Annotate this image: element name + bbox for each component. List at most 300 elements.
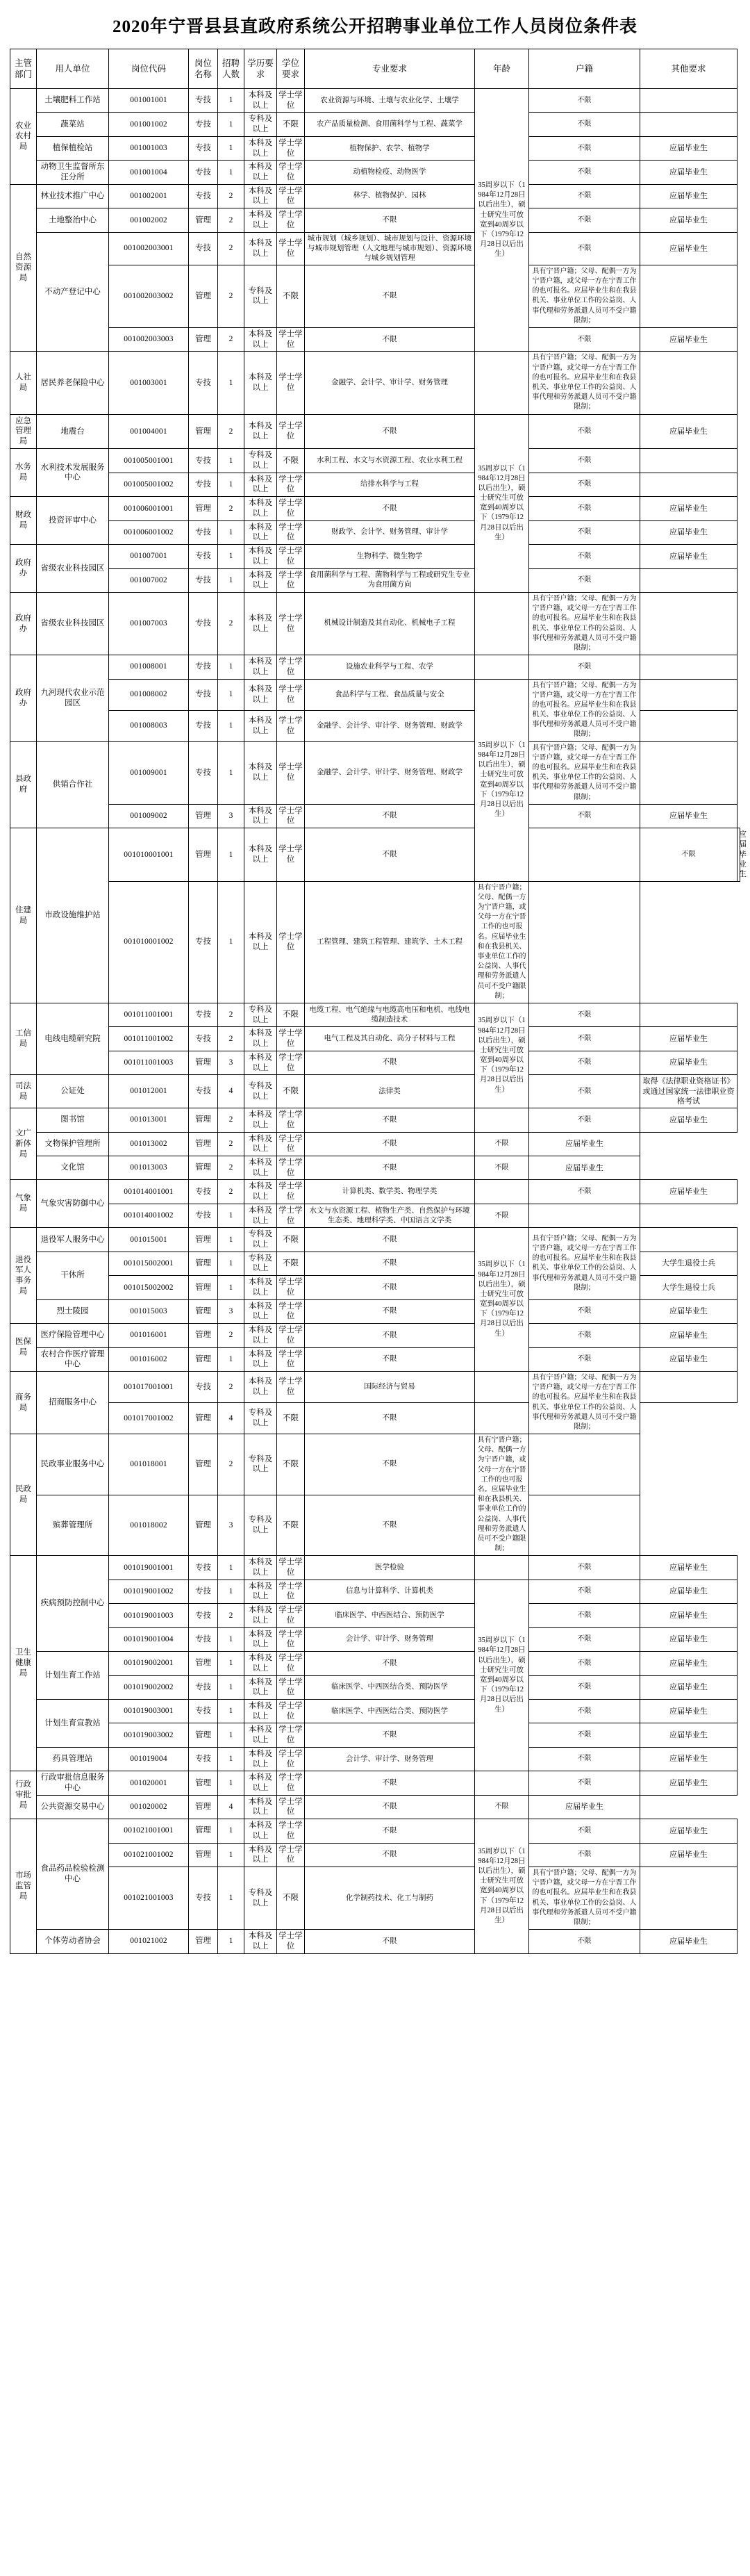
cell-major-requirement: 农产品质量检测、食用菌科学与工程、蔬菜学 <box>305 113 475 136</box>
cell-hukou-requirement: 不限 <box>475 1795 529 1819</box>
cell-degree: 学士学位 <box>277 1108 305 1132</box>
cell-headcount: 1 <box>218 473 244 496</box>
cell-education: 本科及以上 <box>244 520 277 544</box>
cell-position-code: 001007001 <box>109 545 189 568</box>
cell-headcount: 2 <box>218 1027 244 1051</box>
cell-position-code: 001019001004 <box>109 1627 189 1651</box>
cell-education: 本科及以上 <box>244 1204 277 1227</box>
cell-education: 本科及以上 <box>244 1347 277 1371</box>
cell-degree: 学士学位 <box>277 1580 305 1603</box>
cell-education: 专科及以上 <box>244 1252 277 1275</box>
cell-employer-unit: 农村合作医疗管理中心 <box>37 1347 109 1371</box>
cell-education: 本科及以上 <box>244 352 277 414</box>
table-row <box>10 1867 740 1930</box>
cell-employer-unit: 疾病预防控制中心 <box>37 1556 109 1652</box>
cell-education: 本科及以上 <box>244 804 277 828</box>
cell-position-code: 001011001002 <box>109 1027 189 1051</box>
table-row <box>10 1819 740 1843</box>
cell-position-name: 管理 <box>189 1324 218 1347</box>
cell-education: 本科及以上 <box>244 1627 277 1651</box>
cell-hukou-requirement: 不限 <box>529 568 640 592</box>
cell-education: 本科及以上 <box>244 710 277 741</box>
cell-position-code: 001009002 <box>109 804 189 828</box>
table-body <box>10 89 747 1954</box>
cell-age-requirement <box>475 1771 529 1795</box>
cell-other-requirement: 应届毕业生 <box>640 1819 738 1843</box>
cell-position-name: 专技 <box>189 520 218 544</box>
cell-other-requirement: 应届毕业生 <box>738 828 740 881</box>
cell-hukou-requirement: 不限 <box>529 1652 640 1675</box>
cell-position-code: 001007003 <box>109 592 189 655</box>
cell-employer-unit: 省级农业科技园区 <box>37 592 109 655</box>
cell-hukou-requirement: 不限 <box>529 414 640 449</box>
cell-other-requirement: 应届毕业生 <box>640 136 738 160</box>
cell-education: 本科及以上 <box>244 741 277 804</box>
cell-hukou-requirement: 不限 <box>529 1051 640 1074</box>
cell-major-requirement: 机械设计制造及其自动化、机械电子工程 <box>305 592 475 655</box>
cell-other-requirement <box>640 710 738 741</box>
cell-position-code: 001018001 <box>109 1434 189 1495</box>
cell-headcount: 1 <box>218 1819 244 1843</box>
cell-other-requirement: 应届毕业生 <box>640 520 738 544</box>
table-row <box>10 1723 740 1747</box>
cell-position-code: 001019002001 <box>109 1652 189 1675</box>
cell-position-name: 专技 <box>189 1180 218 1204</box>
cell-headcount: 1 <box>218 828 244 881</box>
cell-other-requirement: 应届毕业生 <box>640 1027 738 1051</box>
table-row <box>10 1347 740 1371</box>
cell-degree: 学士学位 <box>277 592 305 655</box>
cell-employer-unit: 植保植检站 <box>37 136 109 160</box>
cell-education: 本科及以上 <box>244 1819 277 1843</box>
cell-major-requirement: 不限 <box>305 1156 475 1180</box>
cell-position-name: 专技 <box>189 136 218 160</box>
cell-position-name: 专技 <box>189 161 218 184</box>
table-row <box>10 1699 740 1723</box>
cell-employer-unit: 图书馆 <box>37 1108 109 1132</box>
cell-position-code: 001019001002 <box>109 1580 189 1603</box>
cell-headcount: 1 <box>218 1228 244 1252</box>
cell-position-name: 管理 <box>189 1051 218 1074</box>
cell-degree: 学士学位 <box>277 1795 305 1819</box>
cell-major-requirement: 信息与计算科学、计算机类 <box>305 1580 475 1603</box>
cell-position-code: 001001002 <box>109 113 189 136</box>
cell-age-requirement: 35周岁以下（1984年12月28日以后出生），硕士研究生可放宽到40周岁以下（1979年12月28日以后出生） <box>475 1003 529 1108</box>
cell-major-requirement: 生物科学、微生物学 <box>305 545 475 568</box>
cell-education: 本科及以上 <box>244 1604 277 1627</box>
cell-headcount: 3 <box>218 804 244 828</box>
table-row <box>10 1604 740 1627</box>
table-row <box>10 568 740 592</box>
cell-degree: 学士学位 <box>277 655 305 679</box>
cell-other-requirement <box>640 113 738 136</box>
cell-employer-unit: 林业技术推广中心 <box>37 184 109 208</box>
cell-headcount: 3 <box>218 1299 244 1323</box>
cell-education: 本科及以上 <box>244 1299 277 1323</box>
cell-employer-unit: 不动产登记中心 <box>37 232 109 352</box>
cell-position-name: 管理 <box>189 828 218 881</box>
cell-major-requirement: 不限 <box>305 1276 475 1299</box>
cell-degree: 学士学位 <box>277 232 305 265</box>
cell-hukou-requirement: 不限 <box>529 655 640 679</box>
cell-position-name: 专技 <box>189 1204 218 1227</box>
cell-position-code: 001015002002 <box>109 1276 189 1299</box>
cell-other-requirement <box>640 449 738 473</box>
cell-age-requirement <box>475 1108 529 1132</box>
cell-position-code: 001010001002 <box>109 881 189 1003</box>
cell-headcount: 3 <box>218 1051 244 1074</box>
cell-education: 本科及以上 <box>244 1675 277 1699</box>
cell-position-name: 专技 <box>189 232 218 265</box>
cell-hukou-requirement: 不限 <box>529 520 640 544</box>
cell-education: 本科及以上 <box>244 89 277 113</box>
cell-position-code: 001015002001 <box>109 1252 189 1275</box>
cell-employer-unit: 个体劳动者协会 <box>37 1930 109 1953</box>
cell-major-requirement: 不限 <box>305 208 475 232</box>
cell-major-requirement: 法律类 <box>305 1075 475 1108</box>
table-header <box>10 49 740 89</box>
cell-degree: 不限 <box>277 1228 305 1252</box>
cell-employer-unit: 行政审批信息服务中心 <box>37 1771 109 1795</box>
cell-other-requirement: 应届毕业生 <box>640 1747 738 1771</box>
table-row <box>10 592 740 655</box>
cell-other-requirement: 应届毕业生 <box>640 1675 738 1699</box>
table-row <box>10 1324 740 1347</box>
cell-hukou-requirement: 不限 <box>529 327 640 351</box>
cell-other-requirement <box>529 1434 640 1495</box>
cell-major-requirement: 不限 <box>305 1795 475 1819</box>
cell-major-requirement: 不限 <box>305 1843 475 1867</box>
cell-major-requirement: 金融学、会计学、审计学、财务管理、财政学 <box>305 710 475 741</box>
cell-education: 本科及以上 <box>244 473 277 496</box>
cell-headcount: 4 <box>218 1795 244 1819</box>
cell-headcount: 1 <box>218 1723 244 1747</box>
column-header-education: 学历要求 <box>244 49 277 89</box>
table-row <box>10 1747 740 1771</box>
cell-hukou-requirement: 不限 <box>529 1747 640 1771</box>
cell-other-requirement: 应届毕业生 <box>529 1795 640 1819</box>
cell-other-requirement: 应届毕业生 <box>640 1604 738 1627</box>
cell-degree: 学士学位 <box>277 679 305 710</box>
cell-other-requirement: 应届毕业生 <box>640 1324 738 1347</box>
cell-degree: 学士学位 <box>277 1723 305 1747</box>
cell-major-requirement: 不限 <box>305 414 475 449</box>
cell-position-name: 管理 <box>189 1795 218 1819</box>
cell-degree: 学士学位 <box>277 1204 305 1227</box>
cell-headcount: 2 <box>218 1434 244 1495</box>
cell-department: 财政局 <box>10 497 37 545</box>
cell-hukou-requirement: 不限 <box>529 161 640 184</box>
cell-hukou-requirement: 不限 <box>529 1324 640 1347</box>
column-header-unit: 用人单位 <box>37 49 109 89</box>
cell-position-name: 专技 <box>189 1075 218 1108</box>
table-row <box>10 327 740 351</box>
cell-position-name: 专技 <box>189 1580 218 1603</box>
cell-hukou-requirement: 不限 <box>529 1627 640 1651</box>
cell-major-requirement: 不限 <box>305 1108 475 1132</box>
cell-hukou-requirement: 不限 <box>529 1771 640 1795</box>
cell-education: 本科及以上 <box>244 1930 277 1953</box>
table-row <box>10 265 740 327</box>
cell-other-requirement: 应届毕业生 <box>640 1699 738 1723</box>
cell-degree: 学士学位 <box>277 1675 305 1699</box>
cell-degree: 不限 <box>277 1252 305 1275</box>
cell-other-requirement: 应届毕业生 <box>640 1108 738 1132</box>
cell-employer-unit: 省级农业科技园区 <box>37 545 109 593</box>
cell-major-requirement: 不限 <box>305 1324 475 1347</box>
cell-major-requirement: 临床医学、中西医结合类、预防医学 <box>305 1675 475 1699</box>
table-row <box>10 1434 740 1495</box>
cell-education: 本科及以上 <box>244 1051 277 1074</box>
cell-position-name: 专技 <box>189 1747 218 1771</box>
cell-major-requirement: 会计学、审计学、财务管理 <box>305 1747 475 1771</box>
cell-degree: 学士学位 <box>277 89 305 113</box>
cell-headcount: 2 <box>218 327 244 351</box>
cell-major-requirement: 不限 <box>305 1347 475 1371</box>
cell-employer-unit: 公证处 <box>37 1075 109 1108</box>
cell-position-name: 管理 <box>189 327 218 351</box>
cell-hukou-requirement: 不限 <box>640 828 738 881</box>
cell-headcount: 1 <box>218 741 244 804</box>
cell-hukou-requirement: 具有宁晋户籍；父母、配偶一方为宁晋户籍，或父母一方在宁晋工作的也可报名。应届毕业生和在我县机关、事业单位工作的公益岗、人事代理和劳务派遣人员可不受户籍限制； <box>475 881 529 1003</box>
cell-position-code: 001020002 <box>109 1795 189 1819</box>
cell-department: 住建局 <box>10 828 37 1003</box>
cell-hukou-requirement: 不限 <box>529 1108 640 1132</box>
cell-employer-unit: 市政设施维护站 <box>37 828 109 1003</box>
cell-headcount: 1 <box>218 1204 244 1227</box>
cell-education: 本科及以上 <box>244 1843 277 1867</box>
cell-major-requirement: 不限 <box>305 804 475 828</box>
cell-headcount: 2 <box>218 497 244 520</box>
cell-hukou-requirement: 具有宁晋户籍；父母、配偶一方为宁晋户籍，或父母一方在宁晋工作的也可报名。应届毕业生和在我县机关、事业单位工作的公益岗、人事代理和劳务派遣人员可不受户籍限制； <box>529 1867 640 1930</box>
cell-other-requirement: 应届毕业生 <box>640 1580 738 1603</box>
table-row <box>10 89 740 113</box>
cell-education: 本科及以上 <box>244 545 277 568</box>
cell-other-requirement: 应届毕业生 <box>640 497 738 520</box>
cell-degree: 学士学位 <box>277 1371 305 1402</box>
cell-degree: 学士学位 <box>277 1276 305 1299</box>
cell-position-code: 001019001003 <box>109 1604 189 1627</box>
cell-employer-unit: 殡葬管理所 <box>37 1495 109 1556</box>
cell-major-requirement: 设施农业科学与工程、农学 <box>305 655 475 679</box>
cell-education: 本科及以上 <box>244 568 277 592</box>
cell-education: 专科及以上 <box>244 265 277 327</box>
cell-hukou-requirement: 不限 <box>529 449 640 473</box>
cell-position-code: 001020001 <box>109 1771 189 1795</box>
cell-headcount: 2 <box>218 1132 244 1156</box>
cell-age-requirement <box>475 1371 529 1402</box>
cell-department: 县政府 <box>10 741 37 828</box>
table-row <box>10 679 740 710</box>
cell-headcount: 1 <box>218 1252 244 1275</box>
cell-position-name: 管理 <box>189 1930 218 1953</box>
cell-other-requirement: 应届毕业生 <box>640 1347 738 1371</box>
table-row <box>10 1075 740 1108</box>
cell-position-name: 专技 <box>189 89 218 113</box>
cell-major-requirement: 城市规划（城乡规划）、城市规划与设计、资源环境与城市规划管理（人文地理与城市规划）、资源环境与城乡规划管理 <box>305 232 475 265</box>
cell-headcount: 2 <box>218 1180 244 1204</box>
column-header-age: 年龄 <box>475 49 529 89</box>
table-row <box>10 208 740 232</box>
cell-age-requirement: 35周岁以下（1984年12月28日以后出生），硕士研究生可放宽到40周岁以下（1979年12月28日以后出生） <box>475 1580 529 1771</box>
cell-position-name: 专技 <box>189 1699 218 1723</box>
cell-education: 本科及以上 <box>244 1580 277 1603</box>
cell-major-requirement: 不限 <box>305 1403 475 1434</box>
cell-hukou-requirement: 不限 <box>529 1843 640 1867</box>
table-row <box>10 1108 740 1132</box>
cell-employer-unit: 投资评审中心 <box>37 497 109 545</box>
cell-department: 自然资源局 <box>10 184 37 352</box>
cell-department: 司法局 <box>10 1075 37 1108</box>
cell-department: 政府办 <box>10 545 37 593</box>
cell-degree: 学士学位 <box>277 1556 305 1580</box>
cell-hukou-requirement: 不限 <box>529 1699 640 1723</box>
cell-major-requirement: 医学检验 <box>305 1556 475 1580</box>
table-row <box>10 655 740 679</box>
cell-position-name: 管理 <box>189 1156 218 1180</box>
cell-degree: 学士学位 <box>277 1299 305 1323</box>
table-row <box>10 1132 740 1156</box>
cell-other-requirement <box>640 89 738 113</box>
cell-education: 本科及以上 <box>244 1276 277 1299</box>
cell-headcount: 2 <box>218 1604 244 1627</box>
cell-headcount: 1 <box>218 352 244 414</box>
cell-major-requirement: 计算机类、数学类、物理学类 <box>305 1180 475 1204</box>
cell-hukou-requirement: 不限 <box>529 1003 640 1026</box>
cell-other-requirement: 应届毕业生 <box>640 1299 738 1323</box>
cell-position-code: 001019003001 <box>109 1699 189 1723</box>
cell-employer-unit: 蔬菜站 <box>37 113 109 136</box>
cell-headcount: 2 <box>218 232 244 265</box>
cell-position-code: 001002003002 <box>109 265 189 327</box>
cell-position-code: 001011001001 <box>109 1003 189 1026</box>
cell-position-code: 001021001003 <box>109 1867 189 1930</box>
cell-employer-unit: 食品药品检验检测中心 <box>37 1819 109 1930</box>
cell-education: 本科及以上 <box>244 1132 277 1156</box>
cell-education: 本科及以上 <box>244 1027 277 1051</box>
cell-position-code: 001002003001 <box>109 232 189 265</box>
cell-position-name: 专技 <box>189 568 218 592</box>
cell-major-requirement: 电气工程及其自动化、高分子材料与工程 <box>305 1027 475 1051</box>
cell-education: 专科及以上 <box>244 1403 277 1434</box>
cell-major-requirement: 化学制药技术、化工与制药 <box>305 1867 475 1930</box>
cell-age-requirement <box>475 352 529 414</box>
cell-other-requirement: 应届毕业生 <box>640 1627 738 1651</box>
cell-education: 本科及以上 <box>244 1747 277 1771</box>
cell-employer-unit: 居民养老保险中心 <box>37 352 109 414</box>
cell-major-requirement: 不限 <box>305 1819 475 1843</box>
cell-hukou-requirement: 不限 <box>529 804 640 828</box>
cell-position-code: 001013001 <box>109 1108 189 1132</box>
cell-degree: 学士学位 <box>277 184 305 208</box>
table-row <box>10 1556 740 1580</box>
table-row <box>10 1299 740 1323</box>
cell-major-requirement: 水文与水资源工程、植物生产类、自然保护与环境生态类、地理科学类、中国语言文学类 <box>305 1204 475 1227</box>
cell-employer-unit: 土地整治中心 <box>37 208 109 232</box>
cell-major-requirement: 不限 <box>305 497 475 520</box>
cell-hukou-requirement: 不限 <box>475 1132 529 1156</box>
cell-department: 水务局 <box>10 449 37 497</box>
cell-age-requirement <box>529 828 640 881</box>
cell-position-name: 专技 <box>189 1627 218 1651</box>
cell-degree: 学士学位 <box>277 828 305 881</box>
cell-headcount: 4 <box>218 1075 244 1108</box>
cell-position-code: 001011001003 <box>109 1051 189 1074</box>
cell-hukou-requirement: 具有宁晋户籍；父母、配偶一方为宁晋户籍，或父母一方在宁晋工作的也可报名。应届毕业生和在我县机关、事业单位工作的公益岗、人事代理和劳务派遣人员可不受户籍限制； <box>529 592 640 655</box>
cell-other-requirement <box>529 1204 640 1227</box>
cell-position-name: 管理 <box>189 1347 218 1371</box>
cell-position-code: 001001001 <box>109 89 189 113</box>
cell-department: 行政审批局 <box>10 1771 37 1819</box>
cell-education: 专科及以上 <box>244 1228 277 1252</box>
cell-major-requirement: 给排水科学与工程 <box>305 473 475 496</box>
cell-degree: 学士学位 <box>277 1051 305 1074</box>
cell-hukou-requirement: 具有宁晋户籍；父母、配偶一方为宁晋户籍，或父母一方在宁晋工作的也可报名。应届毕业生和在我县机关、事业单位工作的公益岗、人事代理和劳务派遣人员可不受户籍限制； <box>529 352 640 414</box>
cell-position-code: 001004001 <box>109 414 189 449</box>
cell-education: 本科及以上 <box>244 414 277 449</box>
table-row <box>10 352 740 414</box>
table-row <box>10 1795 740 1819</box>
cell-degree: 学士学位 <box>277 414 305 449</box>
cell-position-name: 管理 <box>189 1299 218 1323</box>
cell-degree: 学士学位 <box>277 352 305 414</box>
cell-hukou-requirement: 不限 <box>529 1675 640 1699</box>
cell-position-code: 001016001 <box>109 1324 189 1347</box>
cell-position-name: 专技 <box>189 449 218 473</box>
cell-degree: 学士学位 <box>277 1699 305 1723</box>
cell-headcount: 2 <box>218 184 244 208</box>
column-header-degree: 学位要求 <box>277 49 305 89</box>
cell-position-name: 管理 <box>189 1843 218 1867</box>
cell-position-name: 管理 <box>189 1495 218 1556</box>
cell-department: 气象局 <box>10 1180 37 1228</box>
table-row <box>10 1180 740 1204</box>
cell-degree: 不限 <box>277 1434 305 1495</box>
cell-position-code: 001010001001 <box>109 828 189 881</box>
cell-hukou-requirement: 不限 <box>529 232 640 265</box>
table-row <box>10 497 740 520</box>
cell-headcount: 1 <box>218 1843 244 1867</box>
table-row <box>10 1580 740 1603</box>
cell-degree: 学士学位 <box>277 1819 305 1843</box>
cell-position-code: 001021001002 <box>109 1843 189 1867</box>
cell-major-requirement: 农业资源与环境、土壤与农业化学、土壤学 <box>305 89 475 113</box>
cell-department: 人社局 <box>10 352 37 414</box>
cell-major-requirement: 不限 <box>305 265 475 327</box>
cell-hukou-requirement: 不限 <box>529 473 640 496</box>
cell-education: 本科及以上 <box>244 1699 277 1723</box>
cell-position-code: 001001003 <box>109 136 189 160</box>
cell-employer-unit: 计划生育工作站 <box>37 1652 109 1700</box>
cell-other-requirement <box>640 352 738 414</box>
cell-education: 本科及以上 <box>244 208 277 232</box>
cell-headcount: 2 <box>218 1108 244 1132</box>
cell-headcount: 1 <box>218 1276 244 1299</box>
cell-education: 本科及以上 <box>244 161 277 184</box>
table-row <box>10 1228 740 1252</box>
cell-degree: 学士学位 <box>277 520 305 544</box>
cell-position-name: 管理 <box>189 1228 218 1252</box>
cell-position-code: 001015003 <box>109 1299 189 1323</box>
cell-other-requirement <box>640 679 738 710</box>
cell-major-requirement: 会计学、审计学、财务管理 <box>305 1627 475 1651</box>
cell-age-requirement: 35周岁以下（1984年12月28日以后出生），硕士研究生可放宽到40周岁以下（1979年12月28日以后出生） <box>475 1819 529 1953</box>
cell-age-requirement <box>475 655 529 679</box>
cell-other-requirement <box>640 568 738 592</box>
cell-headcount: 1 <box>218 1930 244 1953</box>
cell-degree: 不限 <box>277 1075 305 1108</box>
cell-hukou-requirement: 不限 <box>529 136 640 160</box>
